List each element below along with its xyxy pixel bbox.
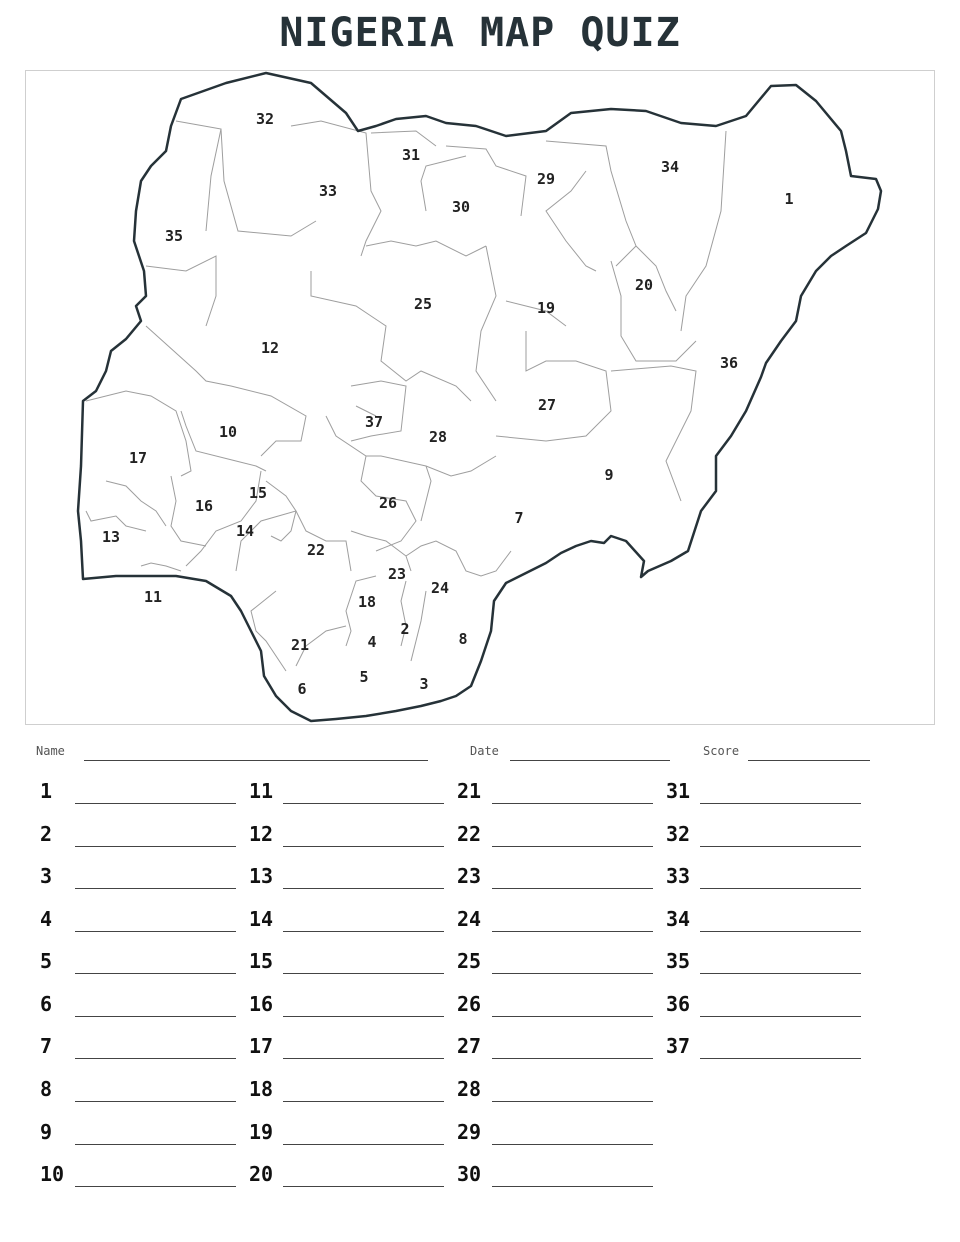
answer-number: 34 — [666, 907, 691, 931]
page-title: NIGERIA MAP QUIZ — [279, 10, 681, 56]
answer-number: 9 — [40, 1120, 53, 1144]
state-label: 28 — [428, 428, 448, 446]
answer-line[interactable] — [283, 803, 444, 804]
state-label: 17 — [128, 449, 148, 467]
state-label: 35 — [164, 227, 184, 245]
state-label: 36 — [719, 354, 739, 372]
answer-number: 37 — [666, 1034, 691, 1058]
state-label: 30 — [451, 198, 471, 216]
answer-line[interactable] — [700, 1058, 861, 1059]
answer-number: 29 — [457, 1120, 482, 1144]
answer-number: 12 — [249, 822, 274, 846]
answer-number: 13 — [249, 864, 274, 888]
state-label: 22 — [306, 541, 326, 559]
answer-line[interactable] — [75, 1101, 236, 1102]
answer-line[interactable] — [283, 1058, 444, 1059]
answer-line[interactable] — [283, 1144, 444, 1145]
answer-line[interactable] — [75, 803, 236, 804]
answer-line[interactable] — [75, 1144, 236, 1145]
answer-number: 23 — [457, 864, 482, 888]
answer-line[interactable] — [492, 1144, 653, 1145]
answer-number: 25 — [457, 949, 482, 973]
state-label: 4 — [367, 633, 377, 651]
state-label: 31 — [401, 146, 421, 164]
answer-number: 3 — [40, 864, 53, 888]
answer-number: 11 — [249, 779, 274, 803]
state-label: 37 — [364, 413, 384, 431]
answer-number: 31 — [666, 779, 691, 803]
answer-line[interactable] — [75, 1016, 236, 1017]
state-borders — [86, 121, 726, 671]
answer-line[interactable] — [492, 1101, 653, 1102]
answer-line[interactable] — [700, 888, 861, 889]
state-label: 34 — [660, 158, 680, 176]
answer-number: 10 — [40, 1162, 65, 1186]
state-label: 15 — [248, 484, 268, 502]
answer-line[interactable] — [283, 1016, 444, 1017]
answer-number: 1 — [40, 779, 53, 803]
state-label: 20 — [634, 276, 654, 294]
answer-line[interactable] — [492, 931, 653, 932]
date-field[interactable] — [510, 760, 670, 761]
answer-number: 22 — [457, 822, 482, 846]
answer-line[interactable] — [75, 888, 236, 889]
state-label: 27 — [537, 396, 557, 414]
answer-number: 20 — [249, 1162, 274, 1186]
answer-number: 30 — [457, 1162, 482, 1186]
answer-line[interactable] — [492, 1186, 653, 1187]
answer-number: 32 — [666, 822, 691, 846]
state-label: 13 — [101, 528, 121, 546]
state-label: 7 — [514, 509, 524, 527]
answer-number: 8 — [40, 1077, 53, 1101]
state-label: 16 — [194, 497, 214, 515]
state-label: 1 — [784, 190, 794, 208]
date-label: Date — [470, 744, 499, 758]
answer-line[interactable] — [700, 1016, 861, 1017]
answer-line[interactable] — [492, 846, 653, 847]
answer-number: 27 — [457, 1034, 482, 1058]
answer-line[interactable] — [75, 846, 236, 847]
answer-line[interactable] — [75, 973, 236, 974]
answer-number: 6 — [40, 992, 53, 1016]
answer-number: 28 — [457, 1077, 482, 1101]
state-label: 26 — [378, 494, 398, 512]
state-label: 25 — [413, 295, 433, 313]
map-frame — [25, 70, 935, 725]
state-label: 2 — [400, 620, 410, 638]
national-border — [78, 73, 881, 721]
answer-line[interactable] — [75, 1186, 236, 1187]
answer-number: 36 — [666, 992, 691, 1016]
answer-number: 5 — [40, 949, 53, 973]
nigeria-map — [26, 71, 936, 726]
answer-line[interactable] — [492, 1058, 653, 1059]
state-labels — [102, 110, 794, 698]
name-label: Name — [36, 744, 65, 758]
answer-number: 7 — [40, 1034, 53, 1058]
answer-number: 33 — [666, 864, 691, 888]
state-label: 33 — [318, 182, 338, 200]
answer-line[interactable] — [492, 973, 653, 974]
state-label: 8 — [458, 630, 468, 648]
state-label: 14 — [235, 522, 255, 540]
name-field[interactable] — [84, 760, 428, 761]
state-label: 19 — [536, 299, 556, 317]
state-label: 9 — [604, 466, 614, 484]
answer-line[interactable] — [75, 1058, 236, 1059]
state-label: 3 — [419, 675, 429, 693]
answer-number: 14 — [249, 907, 274, 931]
score-label: Score — [703, 744, 740, 758]
score-field[interactable] — [748, 760, 870, 761]
answer-line[interactable] — [283, 1101, 444, 1102]
state-label: 6 — [297, 680, 307, 698]
answer-line[interactable] — [283, 973, 444, 974]
answer-number: 16 — [249, 992, 274, 1016]
state-label: 10 — [218, 423, 238, 441]
answer-line[interactable] — [700, 803, 861, 804]
state-label: 29 — [536, 170, 556, 188]
answer-number: 15 — [249, 949, 274, 973]
state-label: 32 — [255, 110, 275, 128]
state-label: 11 — [143, 588, 163, 606]
state-label: 23 — [387, 565, 407, 583]
answer-number: 2 — [40, 822, 53, 846]
answer-number: 17 — [249, 1034, 274, 1058]
answer-line[interactable] — [492, 803, 653, 804]
state-label: 24 — [430, 579, 450, 597]
answer-number: 24 — [457, 907, 482, 931]
answer-number: 21 — [457, 779, 482, 803]
answer-number: 26 — [457, 992, 482, 1016]
state-label: 12 — [260, 339, 280, 357]
answer-number: 4 — [40, 907, 53, 931]
answer-line[interactable] — [283, 888, 444, 889]
answer-line[interactable] — [283, 1186, 444, 1187]
answer-line[interactable] — [75, 931, 236, 932]
answer-line[interactable] — [492, 888, 653, 889]
answer-line[interactable] — [283, 846, 444, 847]
state-label: 5 — [359, 668, 369, 686]
answer-line[interactable] — [283, 931, 444, 932]
answer-line[interactable] — [492, 1016, 653, 1017]
answer-number: 35 — [666, 949, 691, 973]
state-label: 21 — [290, 636, 310, 654]
answer-line[interactable] — [700, 846, 861, 847]
answer-number: 19 — [249, 1120, 274, 1144]
answer-line[interactable] — [700, 931, 861, 932]
answer-number: 18 — [249, 1077, 274, 1101]
state-label: 18 — [357, 593, 377, 611]
answer-line[interactable] — [700, 973, 861, 974]
